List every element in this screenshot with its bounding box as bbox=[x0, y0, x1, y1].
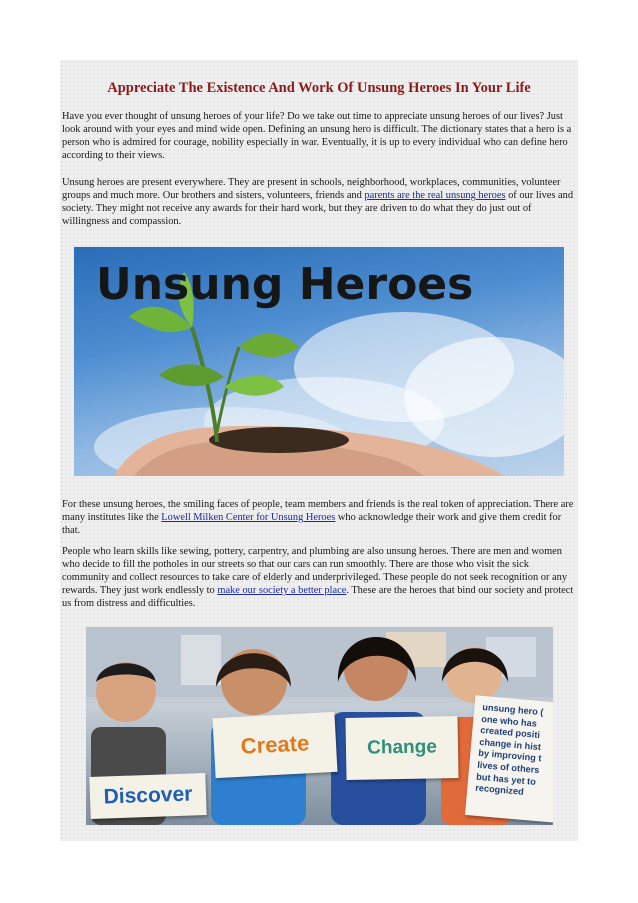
parents-heroes-link[interactable]: parents are the real unsung heroes bbox=[364, 190, 506, 202]
create-card bbox=[213, 712, 338, 778]
definition-card bbox=[465, 695, 553, 822]
appreciation-text-end: who acknowledge their work and give them credit for that. bbox=[62, 512, 562, 537]
intro-paragraph bbox=[62, 110, 574, 162]
appreciation-paragraph bbox=[62, 498, 574, 537]
lowell-milken-link[interactable]: Lowell Milken Center for Unsung Heroes bbox=[161, 512, 336, 524]
discover-label: Discover bbox=[103, 782, 193, 809]
definition-line: recognized bbox=[474, 782, 525, 798]
definition-text bbox=[467, 695, 553, 801]
presence-text-end: of our lives and society. They might not receive any awards for their hard work, but they are driven to do what they do just out of willingness and compassion. bbox=[62, 190, 574, 228]
definition-line: lives of others bbox=[476, 759, 540, 776]
skills-text-end: . These are the heroes that bind our society and protect us from distress and difficulties. bbox=[62, 585, 574, 610]
definition-line: created positi bbox=[479, 725, 541, 741]
presence-text-start: Unsung heroes are present everywhere. They are present in schools, neighborhood, workplaces, communities, volunteer groups and much more. Our brothers and sisters, volunteers, friends and bbox=[62, 177, 561, 202]
change-card bbox=[345, 716, 458, 780]
skills-paragraph bbox=[62, 545, 574, 610]
definition-line: unsung hero ( bbox=[481, 701, 544, 718]
intro-text: Have you ever thought of unsung heroes of your life? Do we take out time to appreciate unsung heroes of our lives? Just look around with your eyes and mind wide open. Defining an unsung hero is difficult. The dictionary states that a hero is a person who is admired for courage, nobility especially in war. Eventually, it is up to every individual who can define hero according to their views. bbox=[62, 111, 572, 162]
students-image bbox=[86, 627, 553, 825]
discover-card bbox=[89, 773, 206, 819]
presence-paragraph bbox=[62, 176, 574, 228]
definition-line: by improving t bbox=[477, 748, 542, 764]
definition-line: one who has bbox=[480, 713, 538, 729]
definition-line: change in hist bbox=[478, 736, 542, 752]
seedling-illustration bbox=[74, 247, 564, 476]
create-label: Create bbox=[240, 730, 310, 759]
unsung-heroes-image bbox=[74, 247, 564, 476]
better-society-link[interactable]: make our society a better place bbox=[217, 585, 347, 597]
skills-text-start: People who learn skills like sewing, pottery, carpentry, and plumbing are also unsung heroes. There are men and women who decide to fill the potholes in our streets so that our cars can run smoothly. There are those who visit the sick community and collect resources to take care of elderly and underprivileged. These people do not seek recognition or any rewards. They just work endlessly to bbox=[62, 546, 568, 597]
page-title: Appreciate The Existence And Work Of Unsung Heroes In Your Life bbox=[107, 80, 531, 96]
appreciation-text-start: For these unsung heroes, the smiling faces of people, team members and friends is the real token of appreciation. There are many institutes like the bbox=[62, 499, 574, 524]
definition-line: but has yet to bbox=[475, 771, 537, 787]
change-label: Change bbox=[366, 736, 438, 759]
image-heading: Unsung Heroes bbox=[96, 259, 474, 310]
